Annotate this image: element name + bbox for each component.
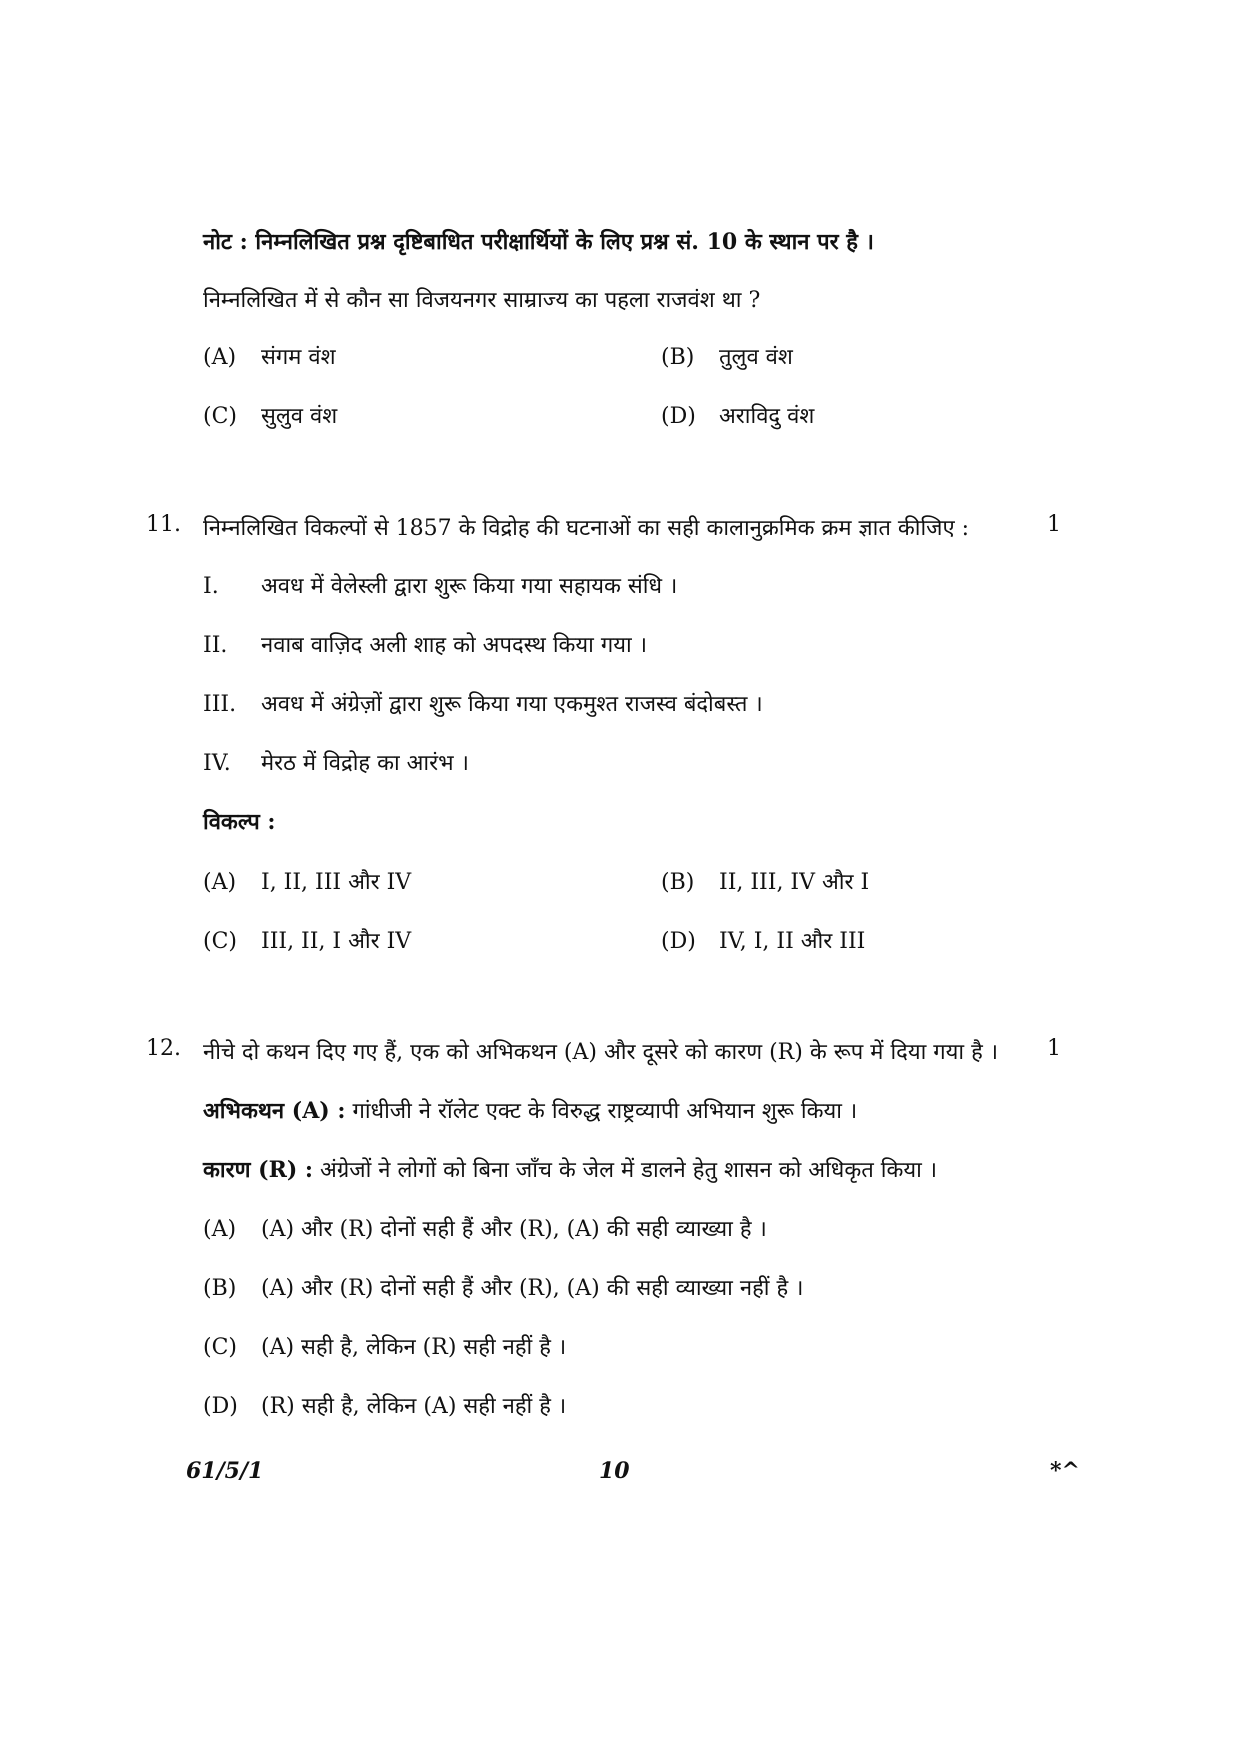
option-a bbox=[203, 341, 336, 371]
q11-item bbox=[203, 747, 469, 777]
option-text: (A) सही है, लेकिन (R) सही नहीं है । bbox=[261, 1335, 567, 1360]
option-text: अराविदु वंश bbox=[719, 404, 815, 429]
q11-item bbox=[203, 629, 647, 659]
footer-mark: *^ bbox=[1050, 1458, 1080, 1484]
q11-item bbox=[203, 570, 677, 600]
option-text: तुलुव वंश bbox=[719, 345, 793, 370]
option-d bbox=[661, 400, 814, 430]
item-text: अवध में अंग्रेज़ों द्वारा शुरू किया गया एकमुश्त राजस्व बंदोबस्त । bbox=[261, 692, 763, 717]
item-label: IV. bbox=[203, 751, 231, 776]
note-heading: नोट : निम्नलिखित प्रश्न दृष्टिबाधित परीक्षार्थियों के लिए प्रश्न सं. 10 के स्थान पर है । bbox=[203, 229, 874, 255]
option-label: (A) bbox=[203, 870, 237, 895]
option-text: III, II, I और IV bbox=[261, 929, 412, 954]
option-b bbox=[661, 341, 793, 371]
option-d bbox=[661, 925, 865, 955]
option-a bbox=[203, 1213, 767, 1243]
paper-code: 61/5/1 bbox=[186, 1458, 264, 1484]
option-d bbox=[203, 1390, 566, 1420]
q12-assertion bbox=[203, 1095, 857, 1125]
q11-marks: 1 bbox=[1047, 512, 1061, 537]
q11-text: निम्नलिखित विकल्पों से 1857 के विद्रोह की घटनाओं का सही कालानुक्रमिक क्रम ज्ञात कीजिए : bbox=[203, 516, 970, 541]
item-text: अवध में वेलेस्ली द्वारा शुरू किया गया सहायक संधि । bbox=[261, 574, 678, 599]
q11-options-heading: विकल्प : bbox=[203, 809, 276, 835]
option-c bbox=[203, 1331, 566, 1361]
assertion-text: गांधीजी ने रॉलेट एक्ट के विरुद्ध राष्ट्रव्यापी अभियान शुरू किया । bbox=[352, 1099, 858, 1124]
option-label: (A) bbox=[203, 1217, 237, 1242]
option-label: (B) bbox=[661, 870, 695, 895]
option-label: (B) bbox=[661, 345, 695, 370]
option-label: (C) bbox=[203, 929, 237, 954]
option-a bbox=[203, 866, 411, 896]
q12-text: नीचे दो कथन दिए गए हैं, एक को अभिकथन (A) और दूसरे को कारण (R) के रूप में दिया गया है । bbox=[203, 1040, 999, 1065]
option-text: सुलुव वंश bbox=[261, 404, 338, 429]
q11-number: 11. bbox=[146, 512, 181, 537]
page-number: 10 bbox=[599, 1458, 630, 1484]
item-text: नवाब वाज़िद अली शाह को अपदस्थ किया गया । bbox=[261, 633, 648, 658]
option-text: (A) और (R) दोनों सही हैं और (R), (A) की सही व्याख्या है । bbox=[261, 1217, 767, 1242]
note-question: निम्नलिखित में से कौन सा विजयनगर साम्राज्य का पहला राजवंश था ? bbox=[203, 288, 761, 313]
option-c bbox=[203, 925, 411, 955]
assertion-label: अभिकथन (A) : bbox=[203, 1098, 346, 1124]
q12-number: 12. bbox=[146, 1036, 181, 1061]
option-label: (B) bbox=[203, 1276, 237, 1301]
item-label: I. bbox=[203, 574, 219, 599]
option-text: संगम वंश bbox=[261, 345, 336, 370]
option-text: (R) सही है, लेकिन (A) सही नहीं है । bbox=[261, 1394, 567, 1419]
option-text: II, III, IV और I bbox=[719, 870, 870, 895]
item-label: II. bbox=[203, 633, 228, 658]
reason-text: अंग्रेजों ने लोगों को बिना जाँच के जेल में डालने हेतु शासन को अधिकृत किया । bbox=[320, 1158, 938, 1183]
q11-item bbox=[203, 688, 763, 718]
option-label: (D) bbox=[661, 929, 696, 954]
q12-reason bbox=[203, 1154, 937, 1184]
option-label: (D) bbox=[203, 1394, 238, 1419]
option-label: (A) bbox=[203, 345, 237, 370]
option-c bbox=[203, 400, 337, 430]
option-label: (C) bbox=[203, 404, 237, 429]
option-text: (A) और (R) दोनों सही हैं और (R), (A) की सही व्याख्या नहीं है । bbox=[261, 1276, 804, 1301]
option-text: I, II, III और IV bbox=[261, 870, 412, 895]
reason-label: कारण (R) : bbox=[203, 1157, 314, 1183]
item-text: मेरठ में विद्रोह का आरंभ । bbox=[261, 751, 469, 776]
option-label: (D) bbox=[661, 404, 696, 429]
option-b bbox=[661, 866, 869, 896]
q12-marks: 1 bbox=[1047, 1036, 1061, 1061]
option-b bbox=[203, 1272, 803, 1302]
option-label: (C) bbox=[203, 1335, 237, 1360]
item-label: III. bbox=[203, 692, 237, 717]
option-text: IV, I, II और III bbox=[719, 929, 866, 954]
